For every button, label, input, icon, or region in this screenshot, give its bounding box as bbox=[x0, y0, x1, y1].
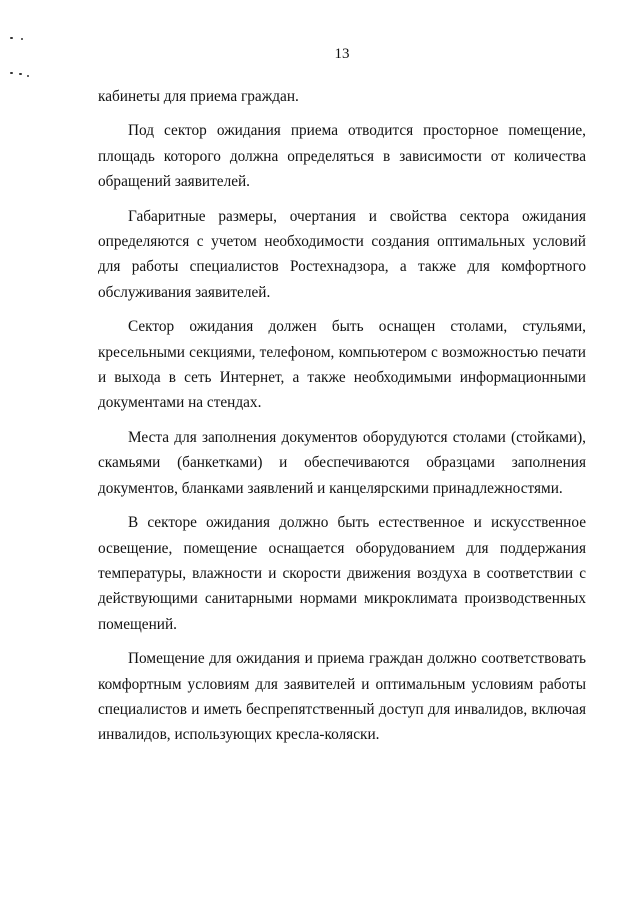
scan-artifact bbox=[27, 75, 29, 77]
document-body bbox=[98, 84, 586, 748]
scan-artifact bbox=[10, 37, 13, 39]
paragraph: Места для заполнения документов оборудуются столами (стойками), скамьями (банкетками) и обеспечиваются образцами заполнения документов, бланками заявлений и канцелярскими принадлежностями. bbox=[98, 428, 586, 497]
scan-artifact bbox=[21, 38, 23, 40]
page-number: 13 bbox=[334, 46, 350, 62]
paragraph: Сектор ожидания должен быть оснащен столами, стульями, кресельными секциями, телефоном, компьютером с возможностью печати и выхода в сеть Интернет, а также необходимыми информационными документами на стендах. bbox=[98, 318, 586, 412]
paragraph: Помещение для ожидания и приема граждан должно соответствовать комфортным условиям для заявителей и оптимальным условиям работы специалистов и иметь беспрепятственный доступ для инвалидов, включая инвалидов, использующих кресла-коляски. bbox=[98, 650, 586, 744]
scan-artifact bbox=[10, 72, 13, 74]
paragraph: Габаритные размеры, очертания и свойства сектора ожидания определяются с учетом необходимости создания оптимальных условий для работы специалистов Ростехнадзора, а также для комфортного обслуживания заявителей. bbox=[98, 207, 586, 301]
paragraph: В секторе ожидания должно быть естественное и искусственное освещение, помещение оснащается оборудованием для поддержания температуры, влажности и скорости движения воздуха в соответствии с действующими санитарными нормами микроклимата производственных помещений. bbox=[98, 514, 586, 633]
paragraph: Под сектор ожидания приема отводится просторное помещение, площадь которого должна определяться в зависимости от количества обращений заявителей. bbox=[98, 122, 586, 191]
paragraph: кабинеты для приема граждан. bbox=[98, 88, 299, 105]
scan-artifact bbox=[19, 73, 22, 75]
